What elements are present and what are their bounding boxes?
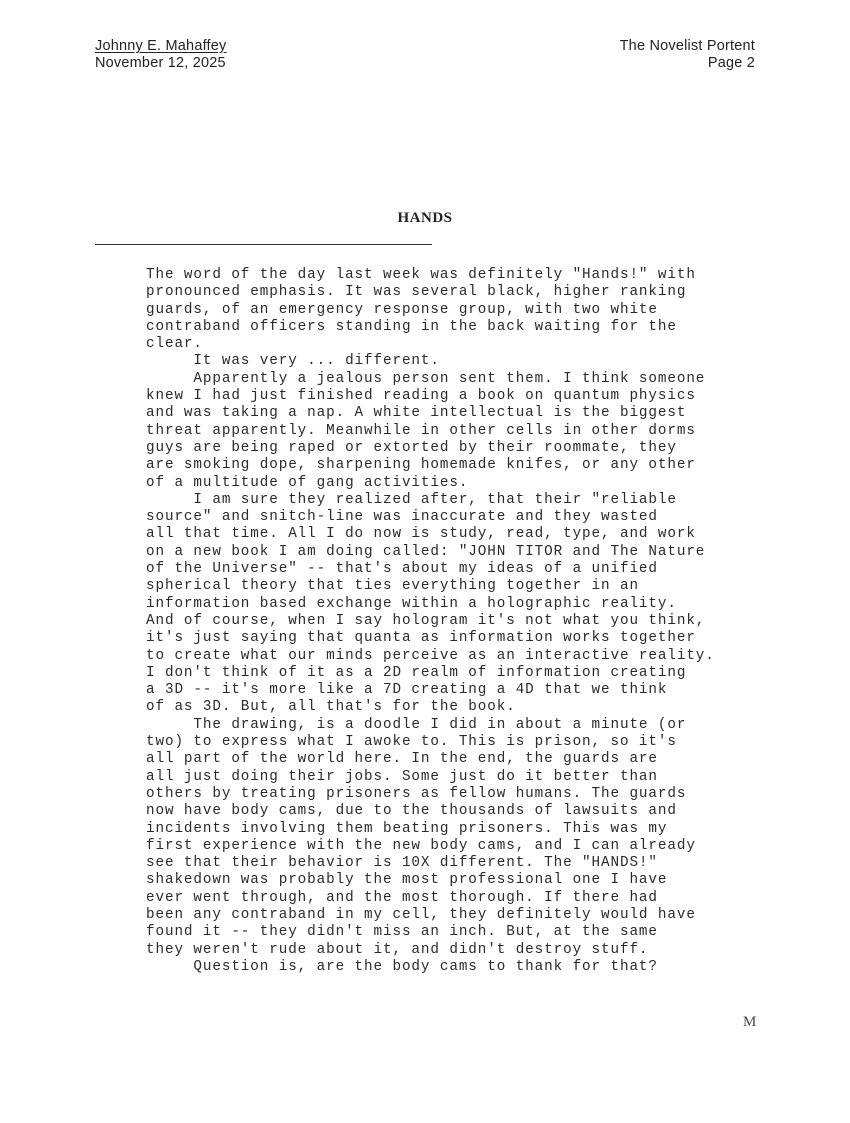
page-header-right <box>620 38 755 72</box>
body-line: and was taking a nap. A white intellectual is the biggest <box>146 405 687 422</box>
body-line: all that time. All I do now is study, read, type, and work <box>146 526 696 543</box>
body-line: contraband officers standing in the back waiting for the <box>146 318 677 335</box>
body-line: it's just saying that quanta as information works together <box>146 630 696 647</box>
body-line: And of course, when I say hologram it's not what you think, <box>146 612 706 629</box>
body-line: Question is, are the body cams to thank for that? <box>146 958 658 975</box>
body-line: Apparently a jealous person sent them. I think someone <box>146 370 706 387</box>
body-line: to create what our minds perceive as an interactive reality. <box>146 647 715 664</box>
footer-mark: M <box>743 1014 757 1030</box>
body-line: threat apparently. Meanwhile in other cells in other dorms <box>146 422 696 439</box>
body-line: clear. <box>146 336 203 353</box>
body-line: a 3D -- it's more like a 7D creating a 4D that we think <box>146 682 668 699</box>
body-line: on a new book I am doing called: "JOHN TITOR and The Nature <box>146 543 706 560</box>
body-line: now have body cams, due to the thousands of lawsuits and <box>146 803 677 820</box>
body-line: two) to express what I awoke to. This is prison, so it's <box>146 734 677 751</box>
author-name: Johnny E. Mahaffey <box>95 38 227 54</box>
body-line: incidents involving them beating prisoners. This was my <box>146 820 668 837</box>
body-line: of as 3D. But, all that's for the book. <box>146 699 516 716</box>
publication-date: November 12, 2025 <box>95 55 226 71</box>
page-number: Page 2 <box>707 55 755 71</box>
body-line: knew I had just finished reading a book on quantum physics <box>146 388 696 405</box>
body-line: found it -- they didn't miss an inch. But, at the same <box>146 924 658 941</box>
body-line: spherical theory that ties everything together in an <box>146 578 639 595</box>
body-line: shakedown was probably the most professional one I have <box>146 872 668 889</box>
body-line: pronounced emphasis. It was several black, higher ranking <box>146 284 687 301</box>
body-line: The drawing, is a doodle I did in about a minute (or <box>146 716 687 733</box>
body-line: The word of the day last week was definitely "Hands!" with <box>146 267 696 283</box>
body-line: all just doing their jobs. Some just do it better than <box>146 768 658 785</box>
body-line: of the Universe" -- that's about my ideas of a unified <box>146 561 658 578</box>
body-line: been any contraband in my cell, they definitely would have <box>146 906 696 923</box>
body-line: I don't think of it as a 2D realm of information creating <box>146 664 687 681</box>
body-line: source" and snitch-line was inaccurate and they wasted <box>146 509 658 526</box>
body-line: first experience with the new body cams, and I can already <box>146 837 696 854</box>
body-line: of a multitude of gang activities. <box>146 474 469 491</box>
page-header-left <box>95 38 227 72</box>
article-title: HANDS <box>397 210 453 226</box>
body-line: guards, of an emergency response group, with two white <box>146 301 658 318</box>
publication-name: The Novelist Portent <box>619 38 755 54</box>
body-line: ever went through, and the most thorough. If there had <box>146 889 658 906</box>
title-divider <box>95 244 432 245</box>
body-line: information based exchange within a holographic reality. <box>146 595 677 612</box>
body-line: all part of the world here. In the end, the guards are <box>146 751 658 768</box>
body-line: I am sure they realized after, that their "reliable <box>146 491 677 508</box>
body-line: see that their behavior is 10X different. The "HANDS!" <box>146 855 658 872</box>
body-line: are smoking dope, sharpening homemade knifes, or any other <box>146 457 696 474</box>
body-line: It was very ... different. <box>146 353 440 370</box>
body-line: they weren't rude about it, and didn't destroy stuff. <box>146 941 649 958</box>
body-line: guys are being raped or extorted by their roommate, they <box>146 439 677 456</box>
body-line: others by treating prisoners as fellow humans. The guards <box>146 785 687 802</box>
article-body <box>146 267 786 976</box>
